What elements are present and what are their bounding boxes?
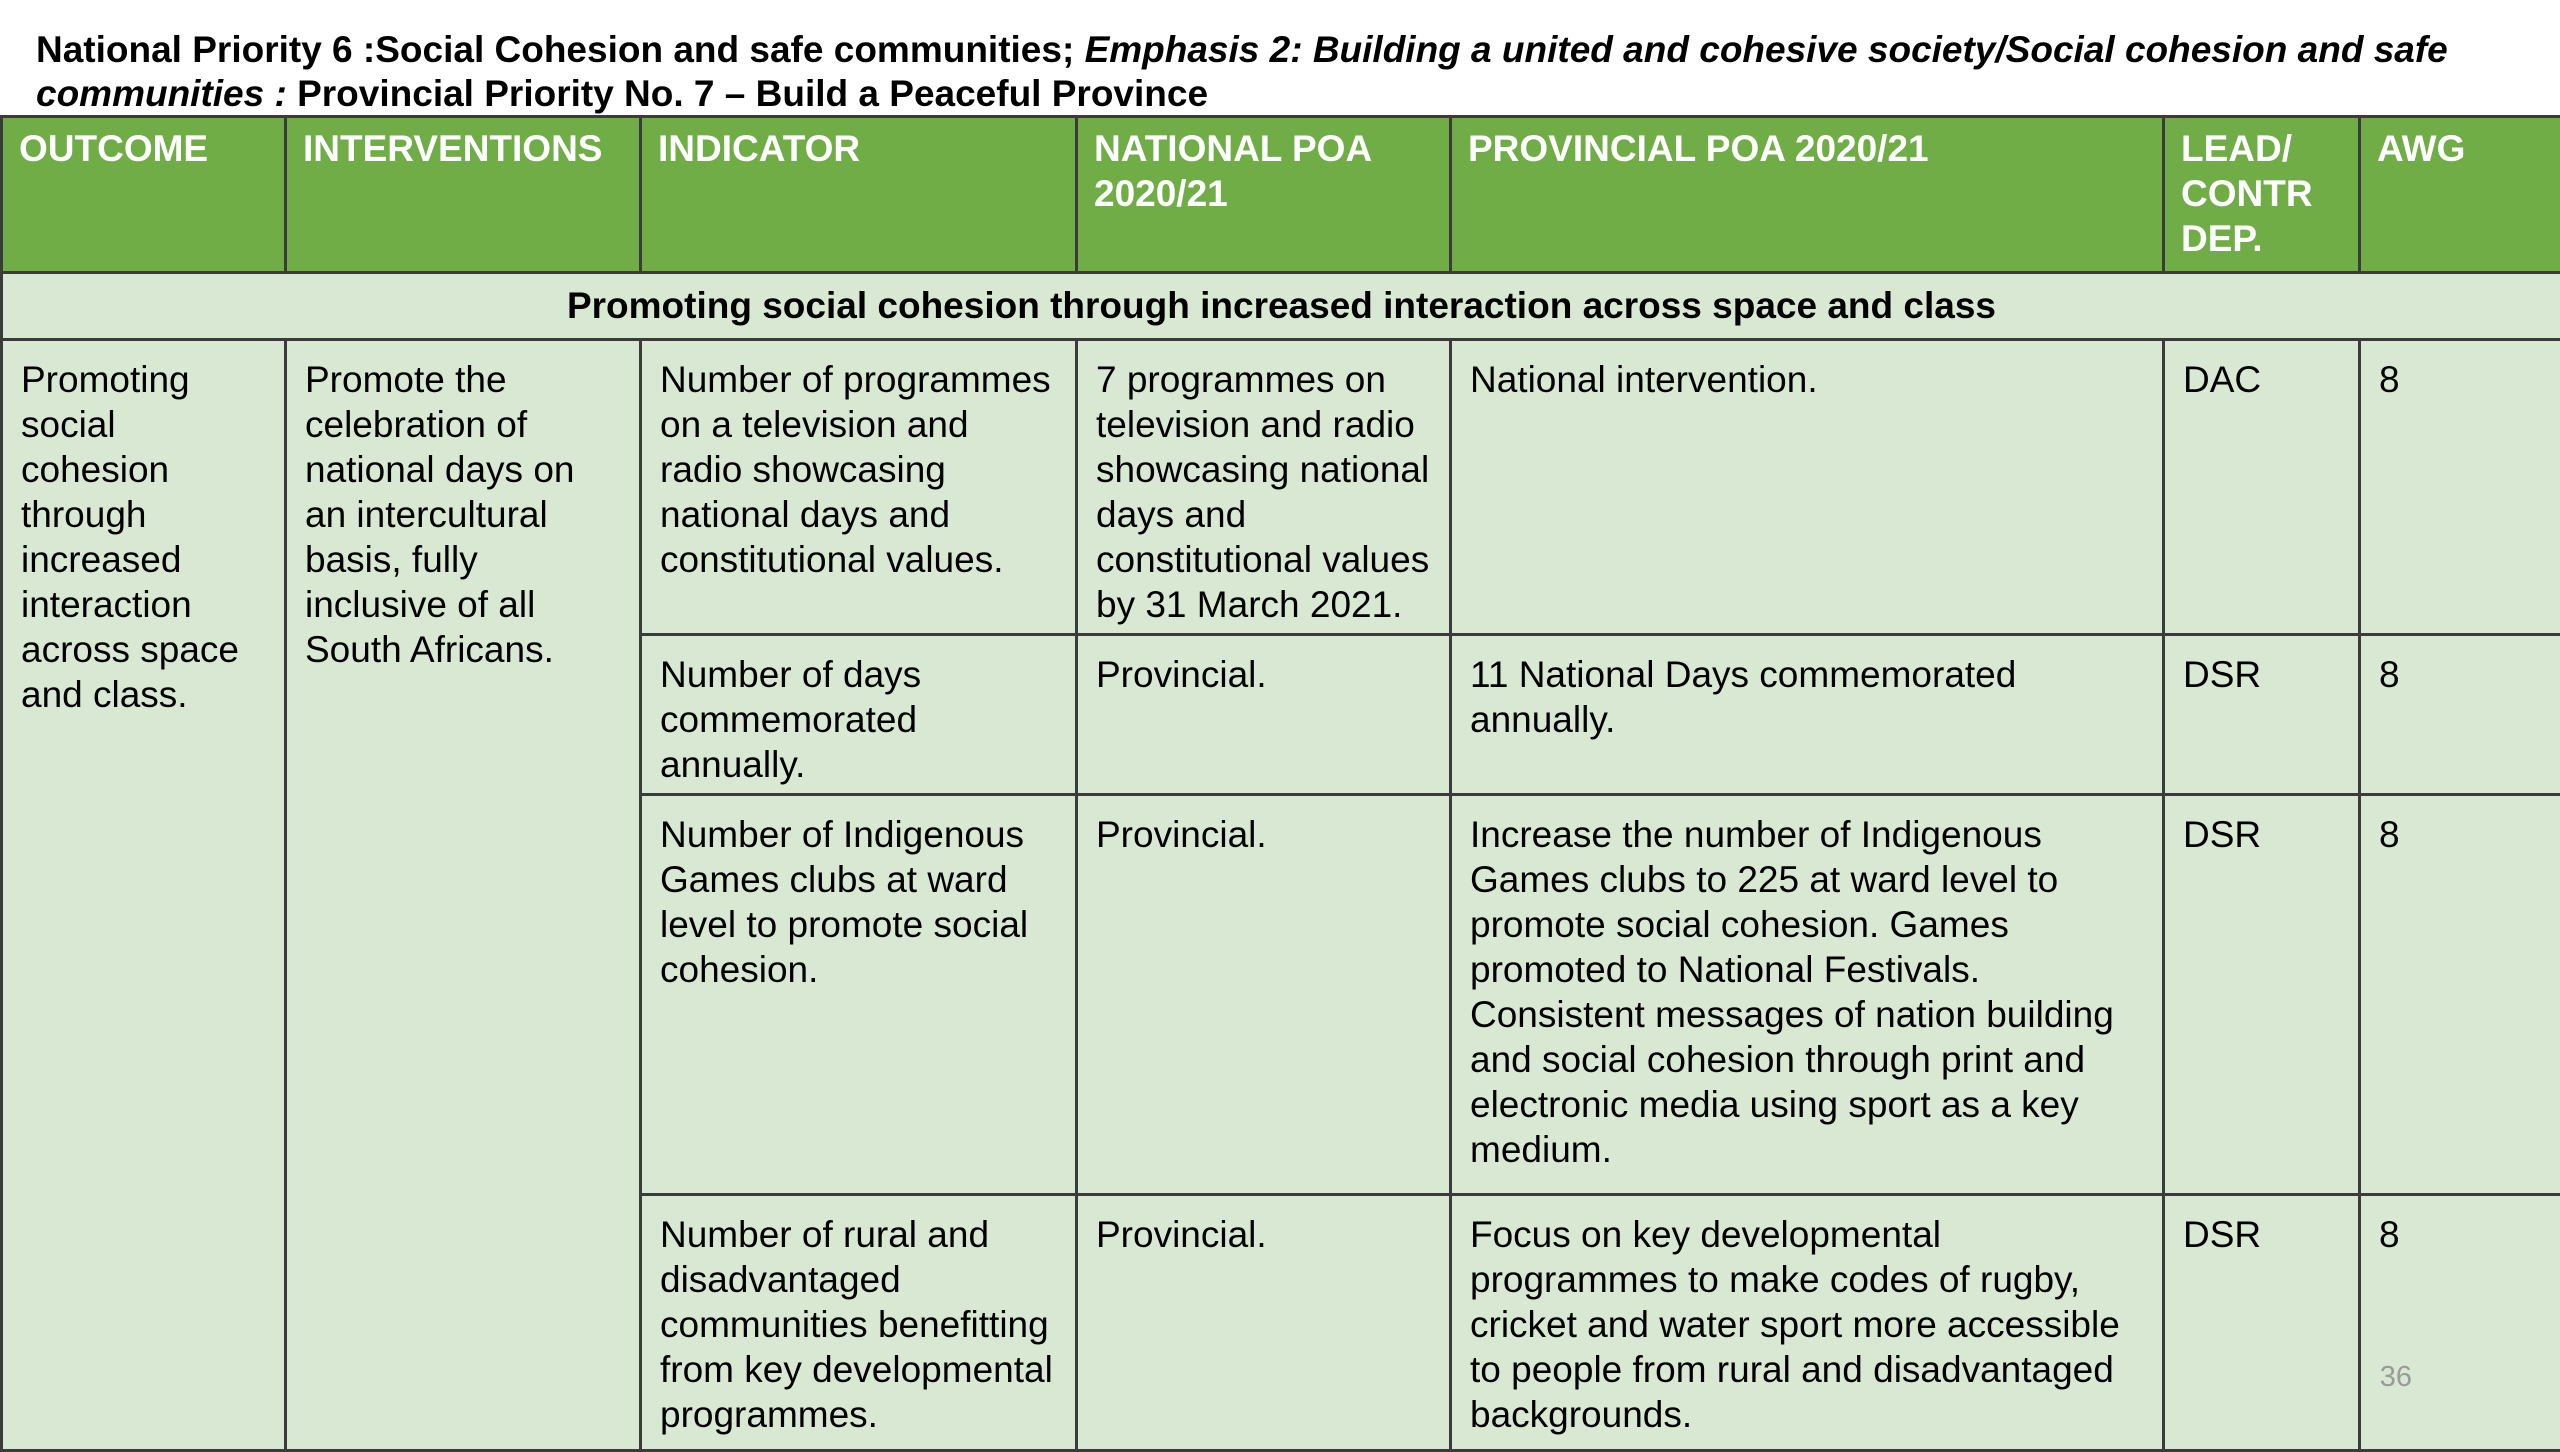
column-header-awg: AWG — [2360, 117, 2560, 273]
indicator-cell: Number of programmes on a television and radio showcasing national days and constitutional values. — [641, 340, 1077, 635]
awg-cell: 8 — [2360, 795, 2560, 1195]
header-provincial-priority-text: Provincial Priority No. 7 – Build a Peaceful Province — [287, 73, 1208, 114]
provincial-poa-paragraph: Increase the number of Indigenous Games clubs to 225 at ward level to promote social cohesion. Games promoted to National Festivals. — [1470, 812, 2146, 992]
table-row — [2, 340, 2560, 635]
lead-department-cell: DSR — [2164, 1195, 2360, 1451]
column-header-outcome: OUTCOME — [2, 117, 286, 273]
lead-department-cell: DSR — [2164, 635, 2360, 795]
slide-header — [36, 28, 2536, 116]
column-header-lead-department: LEAD/ CONTR DEP. — [2164, 117, 2360, 273]
provincial-poa-paragraph: National intervention. — [1470, 357, 2146, 402]
lead-department-cell: DSR — [2164, 795, 2360, 1195]
provincial-poa-cell — [1451, 1195, 2164, 1451]
header-emphasis-text: Emphasis 2: Building a united and cohesive society/Social cohesion and safe communities : — [36, 29, 2448, 114]
page-number: 36 — [2380, 1361, 2412, 1394]
provincial-poa-cell — [1451, 795, 2164, 1195]
indicator-cell: Number of rural and disadvantaged communities benefitting from key developmental programmes. — [641, 1195, 1077, 1451]
provincial-poa-cell — [1451, 635, 2164, 795]
column-header-national-poa: NATIONAL POA 2020/21 — [1077, 117, 1451, 273]
national-poa-cell: Provincial. — [1077, 795, 1451, 1195]
provincial-poa-paragraph: 11 National Days commemorated annually. — [1470, 652, 2146, 742]
national-poa-cell: Provincial. — [1077, 1195, 1451, 1451]
section-title-row — [2, 273, 2560, 340]
awg-cell: 8 — [2360, 340, 2560, 635]
section-title: Promoting social cohesion through increased interaction across space and class — [2, 273, 2560, 340]
awg-cell: 8 — [2360, 1195, 2560, 1451]
programme-of-action-table — [0, 115, 2560, 1452]
provincial-poa-paragraph: Consistent messages of nation building and social cohesion through print and electronic media using sport as a key medium. — [1470, 992, 2146, 1172]
table-header-row — [2, 117, 2560, 273]
header-priority-text: National Priority 6 :Social Cohesion and safe communities; — [36, 29, 1085, 70]
indicator-cell: Number of Indigenous Games clubs at ward level to promote social cohesion. — [641, 795, 1077, 1195]
column-header-provincial-poa: PROVINCIAL POA 2020/21 — [1451, 117, 2164, 273]
column-header-indicator: INDICATOR — [641, 117, 1077, 273]
indicator-cell: Number of days commemorated annually. — [641, 635, 1077, 795]
awg-cell: 8 — [2360, 635, 2560, 795]
lead-department-cell: DAC — [2164, 340, 2360, 635]
provincial-poa-paragraph: Focus on key developmental programmes to make codes of rugby, cricket and water sport more accessible to people from rural and disadvantaged backgrounds. — [1470, 1212, 2146, 1437]
national-poa-cell: 7 programmes on television and radio showcasing national days and constitutional values by 31 March 2021. — [1077, 340, 1451, 635]
intervention-cell: Promote the celebration of national days on an intercultural basis, fully inclusive of all South Africans. — [286, 340, 641, 1451]
column-header-interventions: INTERVENTIONS — [286, 117, 641, 273]
outcome-cell: Promoting social cohesion through increased interaction across space and class. — [2, 340, 286, 1451]
provincial-poa-cell — [1451, 340, 2164, 635]
national-poa-cell: Provincial. — [1077, 635, 1451, 795]
